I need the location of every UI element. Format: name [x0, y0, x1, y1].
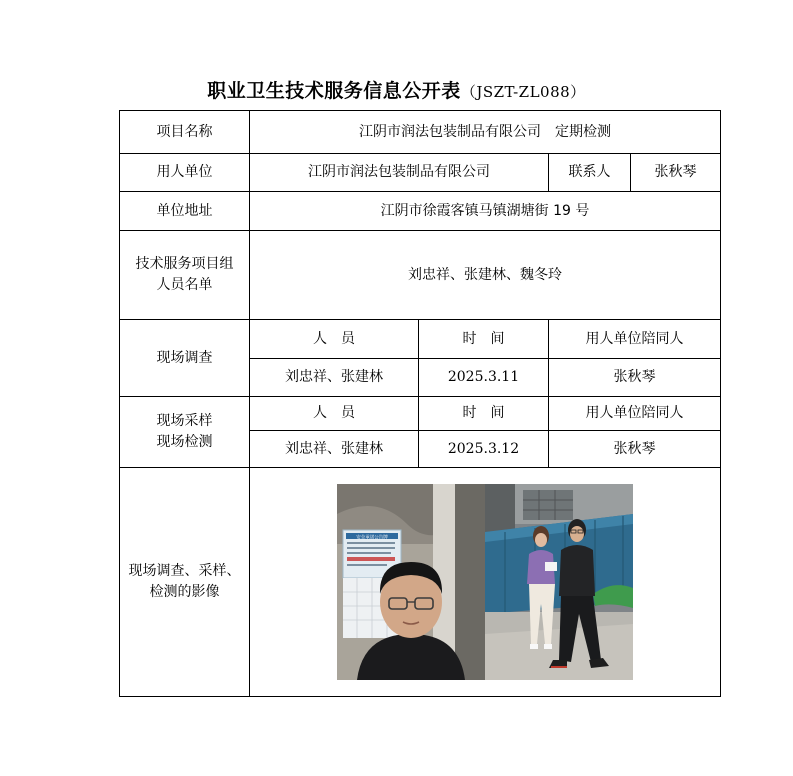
team-row: [120, 231, 721, 320]
sampling-header-escort: 用人单位陪同人: [549, 397, 721, 431]
page-title: [0, 76, 793, 103]
survey-header-escort: 用人单位陪同人: [549, 320, 721, 359]
photo-strip: [254, 484, 716, 680]
sampling-label-line2: 现场检测: [156, 434, 213, 450]
survey-date: 2025.3.11: [419, 359, 549, 397]
employer-row: [120, 154, 721, 192]
address-row: [120, 192, 721, 231]
notice-board-title: 安全承诺公告牌: [356, 535, 388, 541]
survey-escort: 张秋琴: [549, 359, 721, 397]
sampling-label: [120, 397, 250, 468]
team-label: 技术服务项目组人员名单: [120, 231, 250, 320]
sampling-header-time: 时 间: [419, 397, 549, 431]
title-code: （JSZT-ZL088）: [460, 83, 586, 101]
sampling-people: 刘忠祥、张建林: [250, 431, 419, 468]
sampling-date: 2025.3.12: [419, 431, 549, 468]
disclosure-table: [119, 110, 721, 697]
images-row: [120, 468, 721, 697]
contact-value: 张秋琴: [631, 154, 721, 192]
survey-header-people: 人 员: [250, 320, 419, 359]
images-label: 现场调查、采样、检测的影像: [120, 468, 250, 697]
sampling-escort: 张秋琴: [549, 431, 721, 468]
images-cell: [250, 468, 721, 697]
sampling-header-row: [120, 397, 721, 431]
sampling-header-people: 人 员: [250, 397, 419, 431]
site-visit-photo: [485, 484, 633, 680]
project-label: 项目名称: [120, 111, 250, 154]
address-label: 单位地址: [120, 192, 250, 231]
survey-header-row: [120, 320, 721, 359]
survey-header-time: 时 间: [419, 320, 549, 359]
employer-label: 用人单位: [120, 154, 250, 192]
portrait-photo: [337, 484, 485, 680]
address-value: 江阴市徐霞客镇马镇湖塘街 19 号: [250, 192, 721, 231]
project-value: 江阴市润法包装制品有限公司 定期检测: [250, 111, 721, 154]
survey-people: 刘忠祥、张建林: [250, 359, 419, 397]
employer-value: 江阴市润法包装制品有限公司: [250, 154, 549, 192]
contact-label: 联系人: [549, 154, 631, 192]
project-row: [120, 111, 721, 154]
sampling-label-line1: 现场采样: [156, 413, 213, 429]
title-main: 职业卫生技术服务信息公开表: [207, 80, 461, 102]
team-value: 刘忠祥、张建林、魏冬玲: [250, 231, 721, 320]
survey-label: 现场调查: [120, 320, 250, 397]
